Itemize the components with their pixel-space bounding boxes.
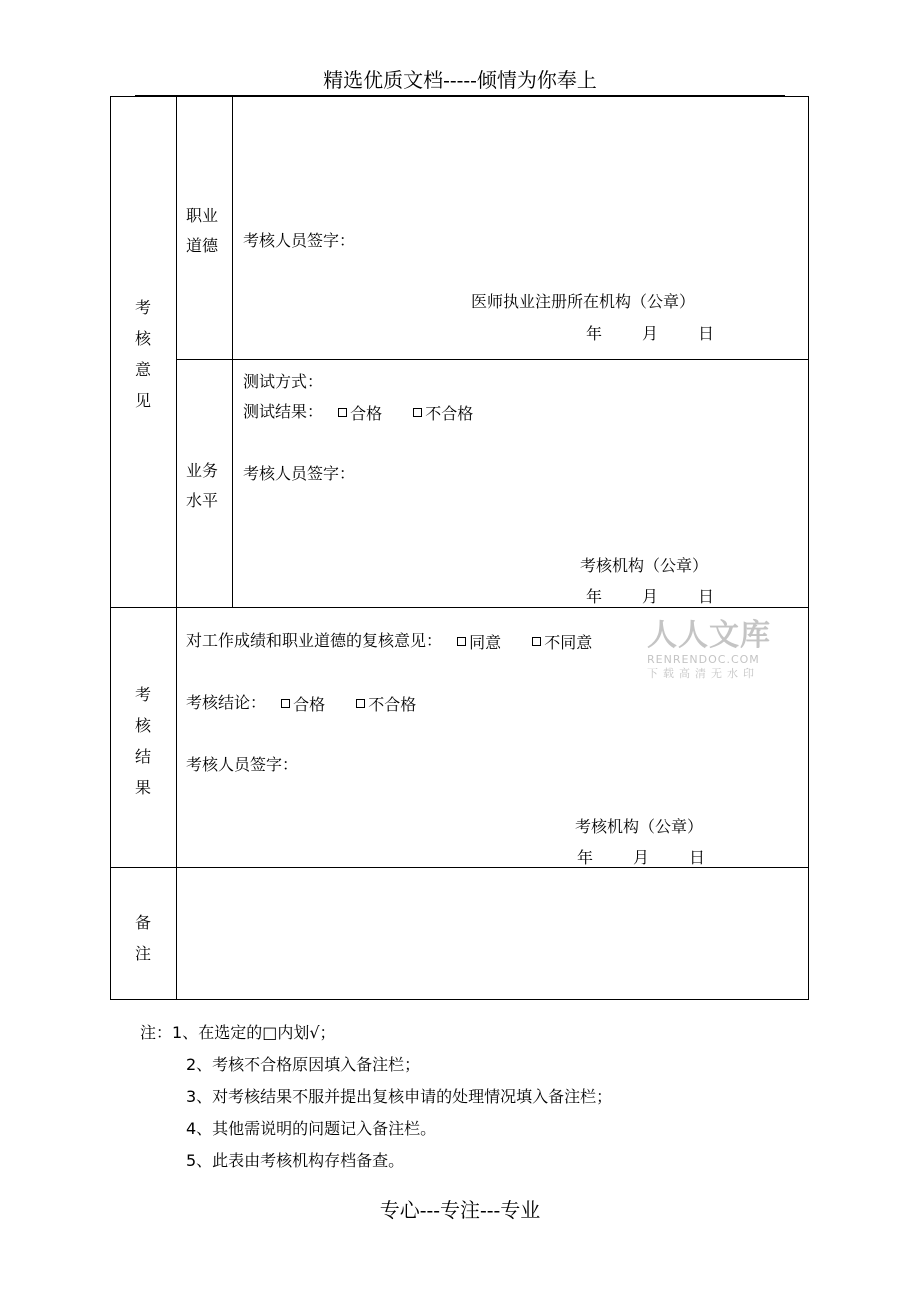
table-top-border (110, 96, 809, 97)
opinion-result-divider (110, 607, 809, 608)
remarks-section-label (110, 907, 176, 969)
note-item: 5、此表由考核机构存档备查。 (186, 1151, 405, 1170)
result-org-seal-label: 考核机构（公章） (575, 817, 704, 836)
test-method-label: 测试方式： (243, 372, 324, 391)
notes-prefix: 注： (140, 1023, 173, 1042)
year-label: 年 (586, 324, 603, 343)
label-char: 见 (134, 391, 151, 410)
disagree-option[interactable] (532, 630, 592, 653)
watermark-sub: RENRENDOC.COM (647, 653, 760, 666)
conclusion-row (186, 690, 416, 715)
notes-block (140, 1017, 612, 1177)
ethics-org-seal-label: 医师执业注册所在机构（公章） (471, 292, 696, 311)
page-footer: 专心---专注---专业 (379, 1198, 541, 1222)
note-item: 4、其他需说明的问题记入备注栏。 (186, 1119, 437, 1138)
month-label: 月 (642, 324, 659, 343)
review-opinion-label: 对工作成绩和职业道德的复核意见： (186, 631, 443, 650)
result-signer-label: 考核人员签字： (186, 755, 299, 774)
note-item (140, 1017, 612, 1049)
business-label-line: 水平 (186, 491, 219, 510)
test-pass-option[interactable] (338, 401, 382, 424)
label-column-divider (176, 96, 177, 1000)
day-label: 日 (698, 587, 715, 606)
year-label: 年 (577, 848, 594, 867)
ethics-business-divider (176, 359, 809, 360)
checkbox-icon[interactable] (413, 408, 422, 417)
month-label: 月 (642, 587, 659, 606)
label-char: 核 (134, 329, 151, 348)
checkbox-icon[interactable] (356, 699, 365, 708)
test-fail-option[interactable] (413, 401, 473, 424)
watermark-logo (647, 619, 771, 681)
note-item: 3、对考核结果不服并提出复核申请的处理情况填入备注栏； (186, 1087, 613, 1106)
conclusion-fail-option[interactable] (356, 692, 416, 715)
watermark-sub2: 下载高清无水印 (647, 667, 759, 680)
business-org-seal-label: 考核机构（公章） (580, 556, 709, 575)
table-right-border (808, 96, 809, 1000)
fail-label: 不合格 (368, 695, 417, 714)
label-char: 意 (134, 360, 151, 379)
agree-label: 同意 (469, 633, 502, 652)
checkbox-icon[interactable] (281, 699, 290, 708)
remarks-field[interactable] (178, 869, 807, 997)
label-char: 考 (134, 685, 151, 704)
test-result-label: 测试结果： (243, 402, 324, 421)
day-label: 日 (698, 324, 715, 343)
ethics-label (186, 201, 218, 261)
agree-option[interactable] (457, 630, 501, 653)
label-char: 果 (134, 778, 151, 797)
review-opinion-row (186, 628, 592, 653)
label-char: 备 (134, 913, 151, 932)
year-label: 年 (586, 587, 603, 606)
label-char: 结 (134, 747, 151, 766)
opinion-section-label (110, 292, 176, 416)
ethics-label-line: 职业 (186, 206, 219, 225)
label-char: 注 (134, 944, 151, 963)
pass-label: 合格 (350, 404, 383, 423)
fail-label: 不合格 (425, 404, 474, 423)
checkbox-icon[interactable] (532, 637, 541, 646)
test-result-row (243, 399, 473, 424)
note-text: 1、在选定的□内划√； (172, 1023, 336, 1042)
business-label (186, 456, 218, 516)
sublabel-column-divider (232, 96, 233, 608)
business-signer-label: 考核人员签字： (243, 464, 356, 483)
business-label-line: 业务 (186, 461, 219, 480)
conclusion-label: 考核结论： (186, 693, 267, 712)
result-section-label (110, 679, 176, 803)
ethics-signer-label: 考核人员签字： (243, 231, 356, 250)
ethics-label-line: 道德 (186, 236, 219, 255)
pass-label: 合格 (293, 695, 326, 714)
note-item: 2、考核不合格原因填入备注栏； (186, 1055, 421, 1074)
table-bottom-border (110, 999, 809, 1000)
label-char: 考 (134, 298, 151, 317)
page-header: 精选优质文档-----倾情为你奉上 (323, 68, 597, 92)
month-label: 月 (633, 848, 650, 867)
disagree-label: 不同意 (544, 633, 593, 652)
conclusion-pass-option[interactable] (281, 692, 325, 715)
checkbox-icon[interactable] (338, 408, 347, 417)
table-left-border (110, 96, 111, 1000)
day-label: 日 (689, 848, 706, 867)
watermark-main: 人人文库 (647, 618, 771, 653)
label-char: 核 (134, 716, 151, 735)
checkbox-icon[interactable] (457, 637, 466, 646)
